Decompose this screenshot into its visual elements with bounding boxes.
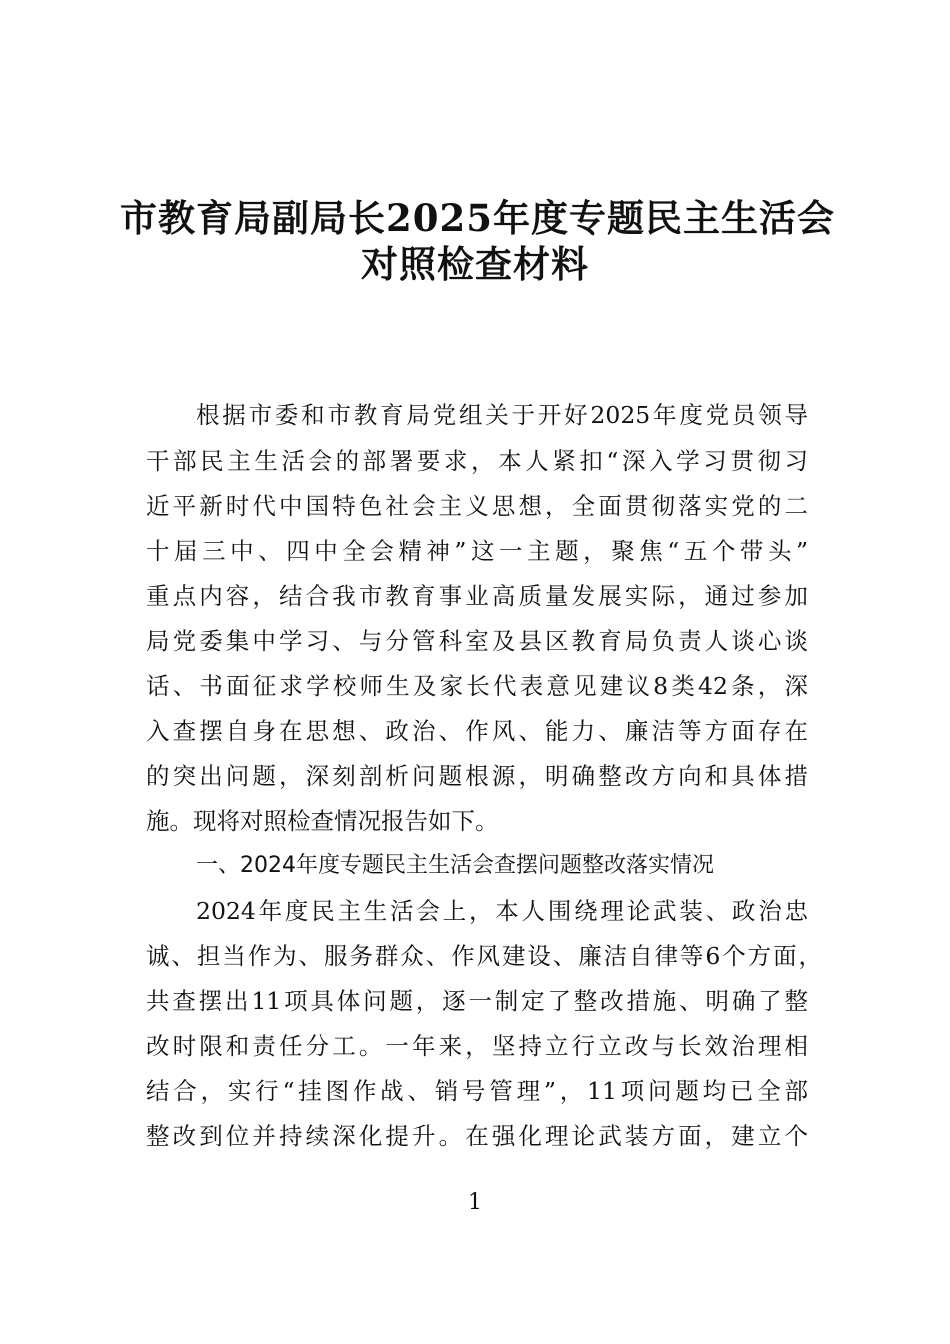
text-line: 2024年度民主生活会上，本人围绕理论武装、政治忠 — [196, 897, 808, 925]
text-line: 局党委集中学习、与分管科室及县区教育局负责人谈心谈 — [146, 627, 808, 655]
text-line: 整改到位并持续深化提升。在强化理论武装方面，建立个 — [146, 1122, 808, 1150]
text-line: 诚、担当作为、服务群众、作风建设、廉洁自律等6个方面， — [146, 942, 822, 970]
text-line: 的突出问题，深刻剖析问题根源，明确整改方向和具体措 — [146, 762, 808, 790]
section-heading: 一、2024年度专题民主生活会查摆问题整改落实情况 — [196, 853, 714, 878]
text-line: 十届三中、四中全会精神”这一主题，聚焦“五个带头” — [146, 537, 808, 565]
text-line: 施。现将对照检查情况报告如下。 — [146, 807, 499, 835]
text-line: 干部民主生活会的部署要求，本人紧扣“深入学习贯彻习 — [146, 447, 808, 475]
text-line: 近平新时代中国特色社会主义思想，全面贯彻落实党的二 — [146, 492, 808, 520]
text-line: 改时限和责任分工。一年来，坚持立行立改与长效治理相 — [146, 1032, 808, 1060]
text-line: 根据市委和市教育局党组关于开好2025年度党员领导 — [196, 401, 808, 429]
text-line: 共查摆出11项具体问题，逐一制定了整改措施、明确了整 — [146, 987, 808, 1015]
document-title-line-1: 市教育局副局长2025年度专题民主生活会 — [120, 196, 835, 240]
page-number: 1 — [468, 1190, 482, 1215]
text-line: 结合，实行“挂图作战、销号管理”，11项问题均已全部 — [146, 1077, 808, 1105]
text-line: 入查摆自身在思想、政治、作风、能力、廉洁等方面存在 — [146, 717, 808, 745]
text-line: 重点内容，结合我市教育事业高质量发展实际，通过参加 — [146, 582, 808, 610]
text-line: 话、书面征求学校师生及家长代表意见建议8类42条，深 — [146, 672, 808, 700]
document-title-line-2: 对照检查材料 — [361, 242, 589, 286]
